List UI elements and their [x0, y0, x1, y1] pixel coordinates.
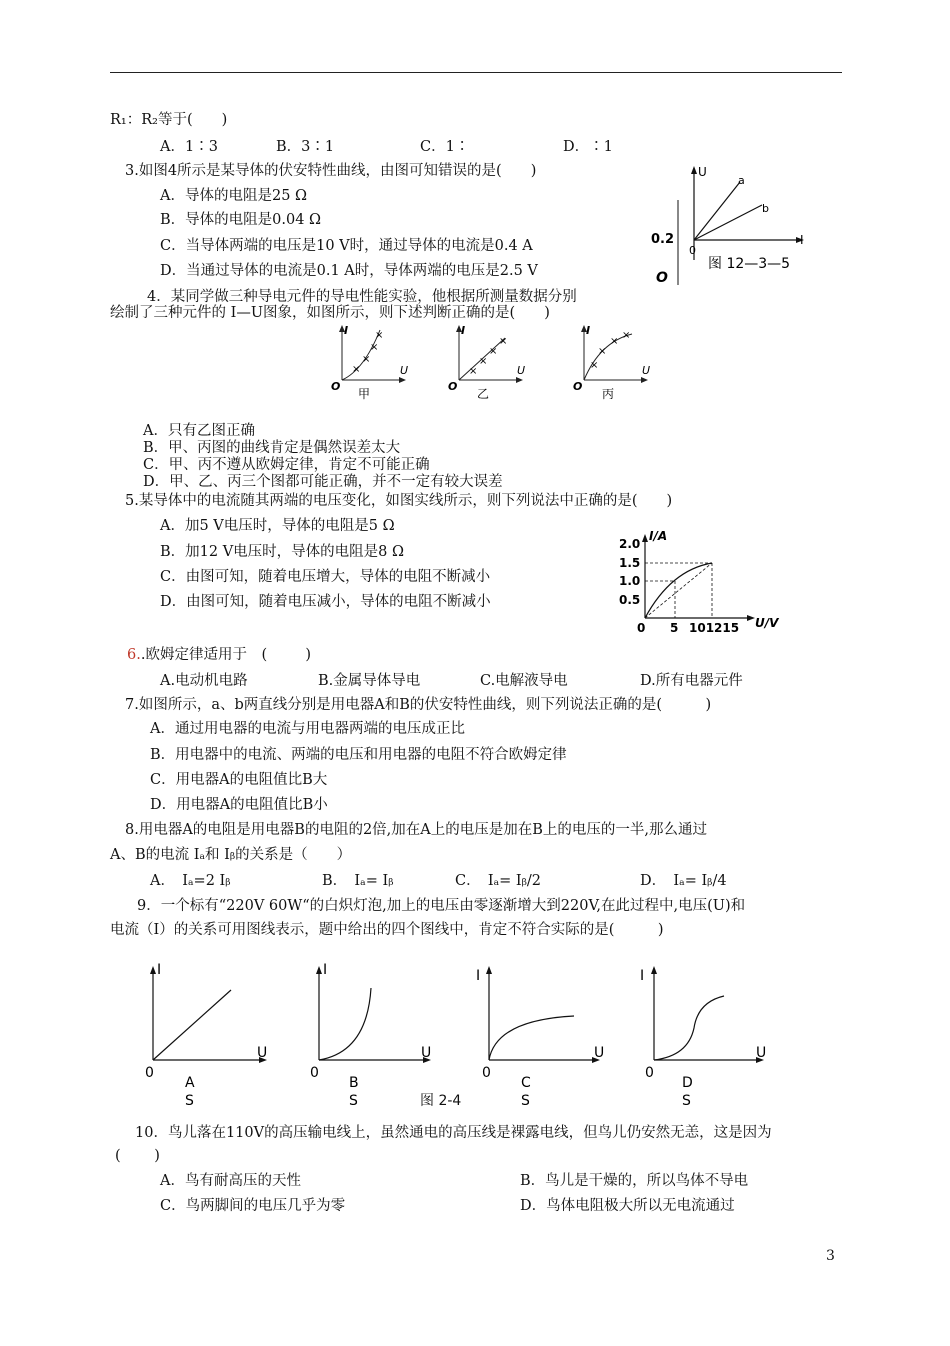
svg-text:×: × [499, 336, 508, 347]
q4-yi-u: U [517, 364, 526, 377]
q10-option-b: B．鸟儿是干燥的，所以鸟体不导电 [520, 1173, 749, 1189]
q4-line1: 4．某同学做三种导电元件的导电性能实验，他根据所测量数据分别 [147, 289, 577, 305]
q3-fig-b: b [762, 202, 769, 215]
q10-option-a: A．鸟有耐高压的天性 [160, 1173, 301, 1189]
q6-option-c: C.电解液导电 [480, 673, 568, 689]
q2-option-d: D．∶1 [563, 139, 613, 155]
q9-d-i: I [640, 968, 645, 984]
q9-c-u: U [594, 1045, 605, 1061]
q9-a-u: U [257, 1045, 268, 1061]
q9-graph-c [476, 958, 616, 1108]
q4-graph-jia [328, 322, 418, 404]
q5-fig-ytick-15: 1.5 [619, 556, 641, 570]
q9-c-zero: 0 [482, 1065, 491, 1081]
q4-jia-u: U [400, 364, 409, 377]
svg-text:×: × [610, 336, 619, 347]
q2-option-a: A．1∶3 [160, 139, 218, 155]
q6-number: 6. [127, 647, 141, 663]
q4-option-c: C．甲、丙不遵从欧姆定律，肯定不可能正确 [143, 457, 430, 473]
q10-option-d: D．鸟体电阻极大所以无电流通过 [520, 1198, 735, 1214]
q2-option-b: B．3∶1 [276, 139, 335, 155]
q6-line [127, 645, 311, 665]
q9-d-zero: 0 [645, 1065, 654, 1081]
q4-bing-o: O [573, 380, 583, 393]
q2-option-c: C．1∶ [420, 139, 470, 155]
q3-fig-caption: 图 12—3—5 [708, 256, 791, 272]
q9-graph-d [640, 958, 780, 1108]
q4-graph-yi [445, 322, 535, 404]
q9-a-i: I [157, 962, 162, 978]
q6-option-a: A.电动机电路 [160, 673, 248, 689]
q5-fig-xtick-rest: 101215 [689, 621, 740, 635]
q5-fig-ytick-05: 0.5 [619, 593, 641, 607]
q3-figure [650, 160, 820, 290]
q7-option-b: B．用电器中的电流、两端的电压和用电器的电阻不符合欧姆定律 [150, 747, 567, 763]
q9-d-u: U [756, 1045, 767, 1061]
q9-c-s: S [521, 1093, 530, 1109]
q7-option-a: A．通过用电器的电流与用电器两端的电压成正比 [150, 721, 465, 737]
q6-option-d: D.所有电器元件 [640, 673, 743, 689]
svg-text:×: × [489, 346, 498, 357]
q4-jia-i: I [344, 324, 349, 337]
q5-fig-xlabel: U/V [755, 616, 779, 630]
svg-text:×: × [362, 354, 371, 365]
q3-fig-o: O [656, 270, 668, 286]
q8-line2: A、B的电流 Iₐ和 Iᵦ的关系是（ ） [110, 847, 352, 863]
q3-fig-tick: 0.2 [651, 232, 675, 247]
svg-text:×: × [375, 330, 384, 341]
q8-line1: 8.用电器A的电阻是用电器B的电阻的2倍,加在A上的电压是加在B上的电压的一半,那么通过 [125, 822, 708, 838]
q7-option-c: C．用电器A的电阻值比B大 [150, 772, 328, 788]
svg-text:×: × [352, 364, 361, 375]
q3-option-c: C．当导体两端的电压是10 V时，通过导体的电流是0.4 A [160, 238, 533, 254]
q4-option-a: A．只有乙图正确 [143, 423, 255, 439]
q9-b-i: I [323, 962, 328, 978]
svg-text:×: × [622, 330, 631, 341]
svg-text:×: × [590, 360, 599, 371]
q5-fig-ylabel: I/A [649, 529, 668, 543]
q5-option-b: B．加12 V电压时，导体的电阻是8 Ω [160, 544, 405, 560]
q5-option-c: C．由图可知，随着电压增大，导体的电阻不断减小 [160, 569, 491, 585]
q4-option-d: D．甲、乙、丙三个图都可能正确，并不一定有较大误差 [143, 474, 503, 490]
q10-line2: ( ) [115, 1148, 160, 1164]
q9-b-u: U [421, 1045, 432, 1061]
q9-b-letter: B [349, 1075, 359, 1091]
q4-yi-o: O [448, 380, 458, 393]
q6-stem: .欧姆定律适用于 ( ) [140, 647, 311, 663]
q4-option-b: B．甲、丙图的曲线肯定是偶然误差太大 [143, 440, 401, 456]
q4-bing-label: 丙 [602, 387, 615, 401]
q8-option-c: C． Iₐ= Iᵦ/2 [455, 873, 542, 889]
q9-a-zero: 0 [145, 1065, 154, 1081]
svg-text:×: × [469, 366, 478, 377]
svg-text:×: × [479, 356, 488, 367]
q9-d-s: S [682, 1093, 691, 1109]
q5-stem: 5.某导体中的电流随其两端的电压变化，如图实线所示，则下列说法中正确的是( ) [125, 493, 673, 509]
q3-stem: 3.如图4所示是某导体的伏安特性曲线，由图可知错误的是( ) [125, 163, 537, 179]
q9-c-i: I [476, 968, 481, 984]
q4-yi-i: I [461, 324, 466, 337]
q5-option-d: D．由图可知，随着电压减小，导体的电阻不断减小 [160, 594, 491, 610]
q4-jia-o: O [331, 380, 341, 393]
q9-caption: 图 2-4 [420, 1093, 462, 1109]
q9-a-letter: A [185, 1075, 195, 1091]
q5-figure [615, 528, 790, 636]
q4-bing-i: I [586, 324, 591, 337]
q3-fig-i: I [800, 233, 804, 247]
q10-option-c: C．鸟两脚间的电压几乎为零 [160, 1198, 346, 1214]
q4-yi-label: 乙 [477, 387, 490, 401]
q8-option-b: B． Iₐ= Iᵦ [322, 873, 394, 889]
page-number: 3 [826, 1248, 835, 1264]
q9-graph-a [143, 958, 283, 1108]
q3-fig-a: a [738, 174, 745, 187]
q9-d-letter: D [682, 1075, 693, 1091]
q3-option-b: B．导体的电阻是0.04 Ω [160, 212, 322, 228]
header-rule [110, 72, 842, 73]
q5-fig-ytick-2: 2.0 [619, 537, 641, 551]
q4-line2: 绘制了三种元件的 I—U图象，如图所示，则下述判断正确的是( ) [110, 305, 550, 321]
q4-graph-bing [570, 322, 660, 404]
q7-stem: 7.如图所示，a、b两直线分别是用电器A和B的伏安特性曲线，则下列说法正确的是( ) [125, 697, 712, 713]
q2-stem: R₁：R₂等于( ) [110, 112, 228, 128]
q8-option-d: D． Iₐ= Iᵦ/4 [640, 873, 727, 889]
q3-option-a: A．导体的电阻是25 Ω [160, 188, 308, 204]
q9-line1: 9．一个标有“220V 60W“的白炽灯泡,加上的电压由零逐渐增大到220V,在此过程中,电压(U)和 [137, 898, 746, 914]
q9-graph-b [307, 958, 447, 1108]
svg-text:×: × [598, 346, 607, 357]
q9-b-zero: 0 [310, 1065, 319, 1081]
svg-text:×: × [370, 342, 379, 353]
q3-fig-zero: 0 [689, 244, 696, 257]
q8-option-a: A． Iₐ=2 Iᵦ [150, 873, 231, 889]
q4-jia-label: 甲 [358, 387, 371, 401]
q10-line1: 10．鸟儿落在110V的高压输电线上，虽然通电的高压线是裸露电线，但鸟儿仍安然无恙，这是因为 [135, 1125, 772, 1141]
q9-a-s: S [185, 1093, 194, 1109]
q3-fig-u: U [698, 165, 707, 179]
q9-b-s: S [349, 1093, 358, 1109]
q5-fig-xtick-0: 0 [637, 621, 646, 635]
q5-fig-ytick-1: 1.0 [619, 574, 641, 588]
q9-c-letter: C [521, 1075, 531, 1091]
q3-option-d: D．当通过导体的电流是0.1 A时，导体两端的电压是2.5 V [160, 263, 538, 279]
q5-option-a: A．加5 V电压时，导体的电阻是5 Ω [160, 518, 395, 534]
q7-option-d: D．用电器A的电阻值比B小 [150, 797, 328, 813]
q5-fig-xtick-5: 5 [670, 621, 679, 635]
q4-bing-u: U [642, 364, 651, 377]
q6-option-b: B.金属导体导电 [318, 673, 421, 689]
q9-line2: 电流（I）的关系可用图线表示，题中给出的四个图线中，肯定不符合实际的是( ) [110, 922, 664, 938]
